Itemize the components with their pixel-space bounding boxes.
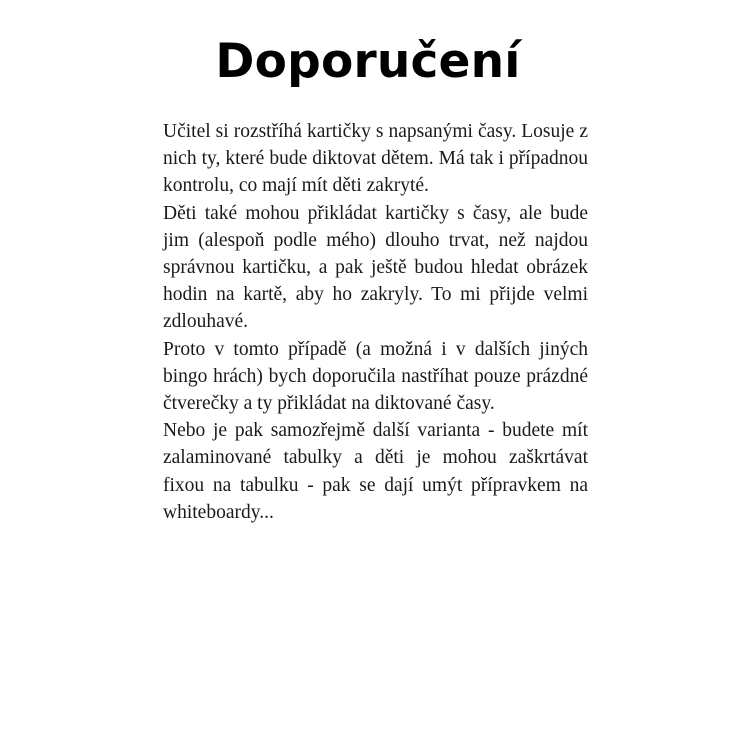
paragraph-1: Učitel si rozstříhá kartičky s napsanými časy. Losuje z nich ty, které bude diktovat dětem. Má tak i případnou kontrolu, co mají mít děti zakryté. xyxy=(163,121,588,197)
paragraph-3: Proto v tomto případě (a možná i v dalších jiných bingo hrách) bych doporučila nastříhat pouze prázdné čtverečky a ty přikládat na diktované časy. xyxy=(163,338,588,415)
body-text xyxy=(163,118,588,526)
paragraph-2: Děti také mohou přikládat kartičky s časy, ale bude jim (alespoň podle mého) dlouho trvat, než najdou správnou kartičku, a pak ještě budou hledat obrázek hodin na kartě, aby ho zakryly. To mi přijde velmi zdlouhavé. xyxy=(163,202,588,333)
paragraph-4: Nebo je pak samozřejmě další varianta - budete mít zalaminované tabulky a děti je mohou zaškrtávat fixou na tabulku - pak se dají umýt přípravkem na whiteboardy... xyxy=(163,420,588,523)
page-title: Doporučení xyxy=(215,34,521,89)
